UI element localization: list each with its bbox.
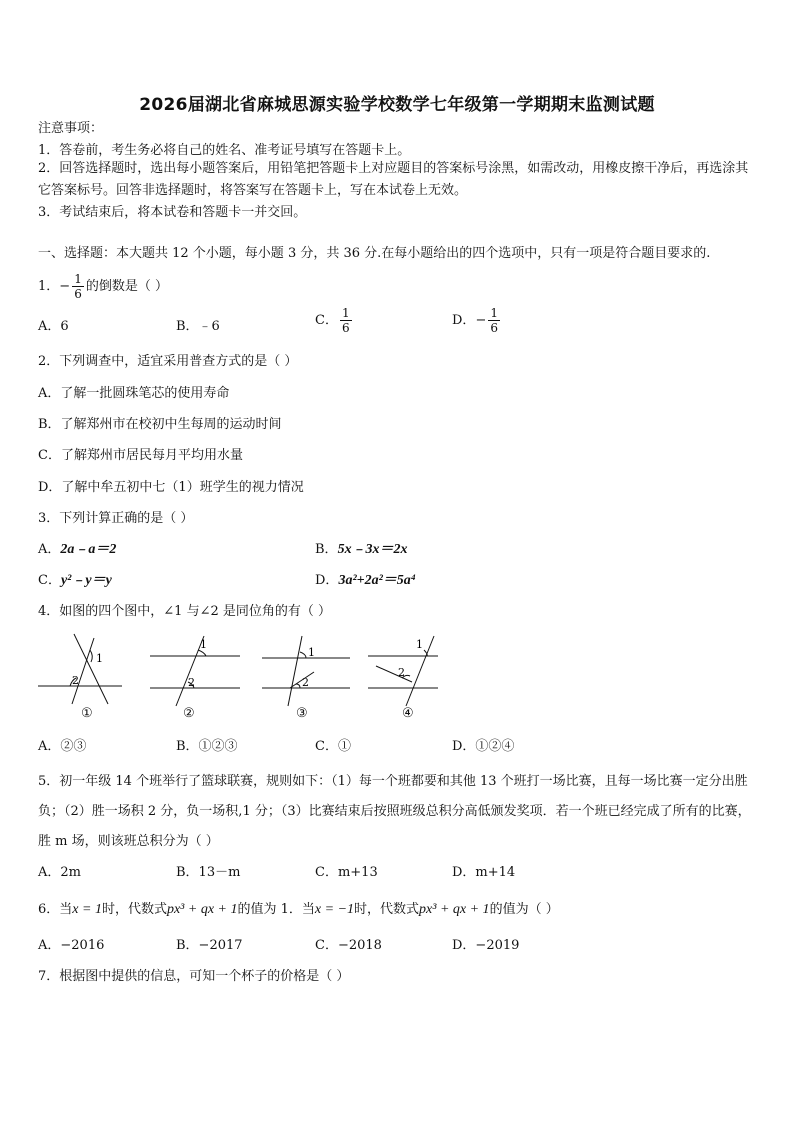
option-b[interactable]: B．①②③ [176, 739, 238, 754]
fraction-numerator: 1 [74, 272, 82, 286]
option-a[interactable]: A．6 [38, 319, 69, 334]
option-a[interactable] [38, 541, 116, 559]
option-b[interactable]: B．﹣6 [176, 319, 220, 334]
option-label: B． [315, 542, 338, 557]
angle-label: 2 [302, 676, 309, 689]
section-heading: 一、选择题：本大题共 12 个小题，每小题 3 分，共 36 分.在每小题给出的四个选项中，只有一项是符合题目要求的. [38, 246, 711, 261]
question-4-stem: 4．如图的四个图中，∠1 与∠2 是同位角的有（ ） [38, 604, 331, 619]
option-label: C． [315, 312, 338, 328]
figure-4 [366, 632, 466, 722]
figure-label: ① [81, 706, 93, 721]
stem-text: 时，代数式 [101, 902, 167, 917]
figure-label: ③ [296, 706, 308, 721]
option-c[interactable]: C．了解郑州市居民每月平均用水量 [38, 448, 243, 463]
angle-label: 1 [416, 638, 423, 651]
ray-line [376, 666, 412, 682]
figure-label: ④ [402, 706, 414, 721]
page-title: 2026届湖北省麻城思源实验学校数学七年级第一学期期末监测试题 [139, 95, 655, 115]
option-label: C． [38, 573, 61, 588]
angle-label: 2 [188, 676, 195, 689]
option-d[interactable] [315, 572, 416, 590]
question-number: 1． [38, 278, 60, 294]
notice-item-1: 1．答卷前，考生务必将自己的姓名、准考证号填写在答题卡上。 [38, 143, 411, 158]
angle-label: 1 [308, 646, 315, 659]
question-stem: 的倒数是（ ） [85, 278, 168, 294]
angle-arc [296, 684, 300, 688]
question-1 [38, 272, 168, 301]
stem-text: 的值为 1．当 [237, 902, 315, 917]
question-3-stem: 3．下列计算正确的是（ ） [38, 511, 194, 526]
option-d[interactable]: D．①②④ [452, 739, 515, 754]
option-label: A． [38, 542, 61, 557]
transversal-line [74, 634, 108, 704]
figure-3 [260, 632, 360, 722]
option-b[interactable]: B．13－m [176, 865, 241, 880]
notice-heading: 注意事项： [38, 121, 104, 136]
option-c[interactable]: C．m+13 [315, 865, 378, 880]
option-b[interactable]: B．了解郑州市在校初中生每周的运动时间 [38, 417, 282, 432]
fraction [340, 306, 352, 335]
stem-text: 时，代数式 [354, 902, 420, 917]
condition: x = −1 [314, 902, 355, 917]
option-d[interactable]: D．−2019 [452, 938, 520, 953]
option-d[interactable]: D．了解中牟五初中七（1）班学生的视力情况 [38, 480, 304, 495]
angle-label: 2 [398, 666, 405, 679]
transversal-line [72, 638, 94, 704]
option-c[interactable]: C．−2018 [315, 938, 382, 953]
expression: px³ + qx + 1 [166, 902, 238, 917]
fraction-numerator: 1 [490, 306, 498, 320]
option-b[interactable] [315, 541, 408, 559]
condition: x = 1 [72, 902, 102, 917]
option-a[interactable]: A．−2016 [38, 938, 105, 953]
angle-arc [300, 652, 306, 658]
angle-arc [90, 650, 92, 662]
angle-label: 2 [72, 674, 79, 687]
angle-label: 1 [96, 652, 103, 665]
expression: 3a²+2a²＝5a⁴ [338, 573, 416, 588]
fraction [488, 306, 500, 335]
option-a[interactable]: A．②③ [38, 739, 87, 754]
option-a[interactable]: A．了解一批圆珠笔芯的使用寿命 [38, 386, 230, 401]
figure-2 [148, 632, 248, 722]
fraction [72, 272, 84, 301]
stem-text: 6．当 [38, 902, 73, 917]
figure-label: ② [183, 706, 195, 721]
fraction-numerator: 1 [341, 306, 350, 320]
option-a[interactable]: A．2m [38, 865, 81, 880]
angle-label: 1 [200, 638, 207, 651]
question-6-stem [38, 901, 559, 919]
expression: px³ + qx + 1 [419, 902, 490, 917]
option-d[interactable] [452, 306, 502, 335]
expression: 2a﹣a＝2 [60, 542, 117, 557]
fraction-denominator: 6 [490, 321, 498, 335]
transversal-line [288, 636, 302, 706]
angle-arc [424, 650, 427, 656]
option-c[interactable]: C．① [315, 739, 351, 754]
stem-text: 的值为（ ） [489, 902, 559, 917]
notice-item-3: 3．考试结束后，将本试卷和答题卡一并交回。 [38, 205, 307, 220]
question-5-stem: 5．初一年级 14 个班举行了篮球联赛，规则如下：（1）每一个班都要和其他 13 个班打一场比赛，且每一场比赛一定分出胜负；（2）胜一场积 2 分，负一场积,1 分；（3）比赛结束后按照班级总积分高低颁发奖项．若一个班已经完成了所有的比赛，胜 m 场，则该班总积分为（ ） [38, 774, 751, 849]
option-label: D． [452, 312, 476, 328]
expression: y²﹣y＝y [60, 573, 112, 588]
notice-item-2: 2．回答选择题时，选出每小题答案后，用铅笔把答题卡上对应题目的答案标号涂黑，如需改动，用橡皮擦干净后，再选涂其它答案标号。回答非选择题时，将答案写在答题卡上，写在本试卷上无效。 [38, 161, 749, 198]
fraction-denominator: 6 [74, 287, 82, 301]
option-b[interactable]: B．−2017 [176, 938, 243, 953]
expression: 5x﹣3x＝2x [337, 542, 408, 557]
minus-sign: − [475, 312, 487, 328]
minus-sign: − [59, 278, 71, 294]
option-d[interactable]: D．m+14 [452, 865, 516, 880]
option-c[interactable] [38, 572, 112, 590]
question-7-stem: 7．根据图中提供的信息，可知一个杯子的价格是（ ） [38, 969, 350, 984]
option-label: D． [315, 573, 339, 588]
fraction-denominator: 6 [341, 321, 350, 335]
option-c[interactable] [315, 306, 354, 335]
question-2-stem: 2．下列调查中，适宜采用普查方式的是（ ） [38, 354, 298, 369]
